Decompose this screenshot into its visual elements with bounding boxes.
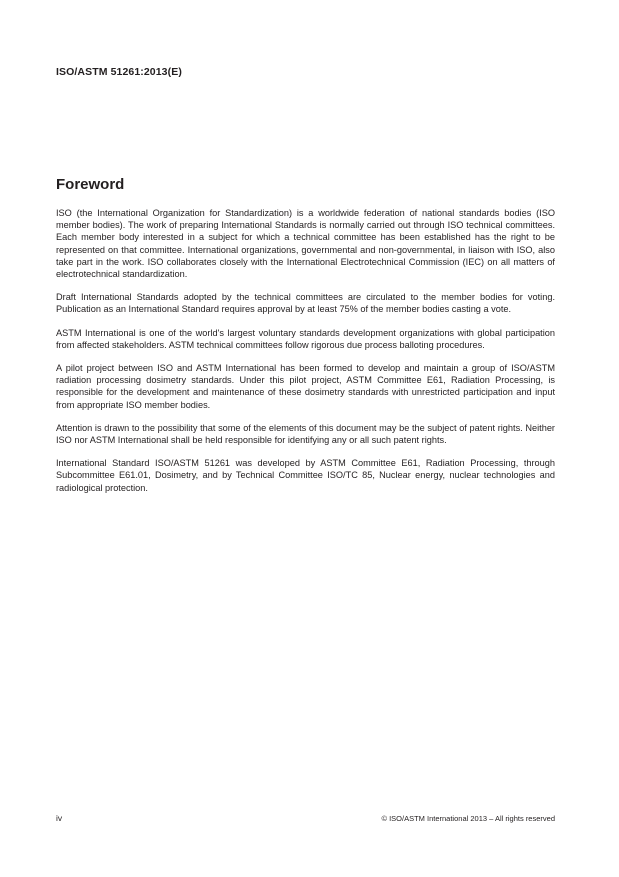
page-number: iv — [56, 813, 63, 823]
copyright-notice: © ISO/ASTM International 2013 – All rights reserved — [381, 814, 555, 823]
foreword-body — [56, 207, 555, 505]
document-id: ISO/ASTM 51261:2013(E) — [56, 66, 182, 78]
paragraph-patent-rights: Attention is drawn to the possibility that some of the elements of this document may be the subject of patent rights. Neither ISO nor ASTM International shall be held responsible for identifying any or all such patent rights. — [56, 422, 555, 446]
paragraph-development-history: International Standard ISO/ASTM 51261 was developed by ASTM Committee E61, Radiation Processing, through Subcommittee E61.01, Dosimetry, and by Technical Committee ISO/TC 85, Nuclear energy, nuclear technologies and radiological protection. — [56, 458, 555, 493]
paragraph-pilot-project: A pilot project between ISO and ASTM International has been formed to develop and maintain a group of ISO/ASTM radiation processing dosimetry standards. Under this pilot project, ASTM Committee E61, Radiation Processing, is responsible for the development and maintenance of these dosimetry standards with unrestricted participation and input from appropriate ISO member bodies. — [56, 363, 555, 410]
section-title: Foreword — [56, 176, 125, 193]
paragraph-draft-standards: Draft International Standards adopted by the technical committees are circulated to the member bodies for voting. Publication as an International Standard requires approval by at least 75% of the member bodies casting a vote. — [56, 292, 555, 315]
paragraph-iso-federation: ISO (the International Organization for Standardization) is a worldwide federation of national standards bodies (ISO member bodies). The work of preparing International Standards is normally carried out through ISO technical committees. Each member body interested in a subject for which a technical committee has been established has the right to be represented on that committee. International organizations, governmental and non-governmental, in liaison with ISO, also take part in the work. ISO collaborates closely with the International Electrotechnical Commission (IEC) on all matters of electrotechnical standardization. — [56, 208, 555, 280]
paragraph-astm-international: ASTM International is one of the world's largest voluntary standards development organizations with global participation from affected stakeholders. ASTM technical committees follow rigorous due process balloting procedures. — [56, 327, 555, 350]
